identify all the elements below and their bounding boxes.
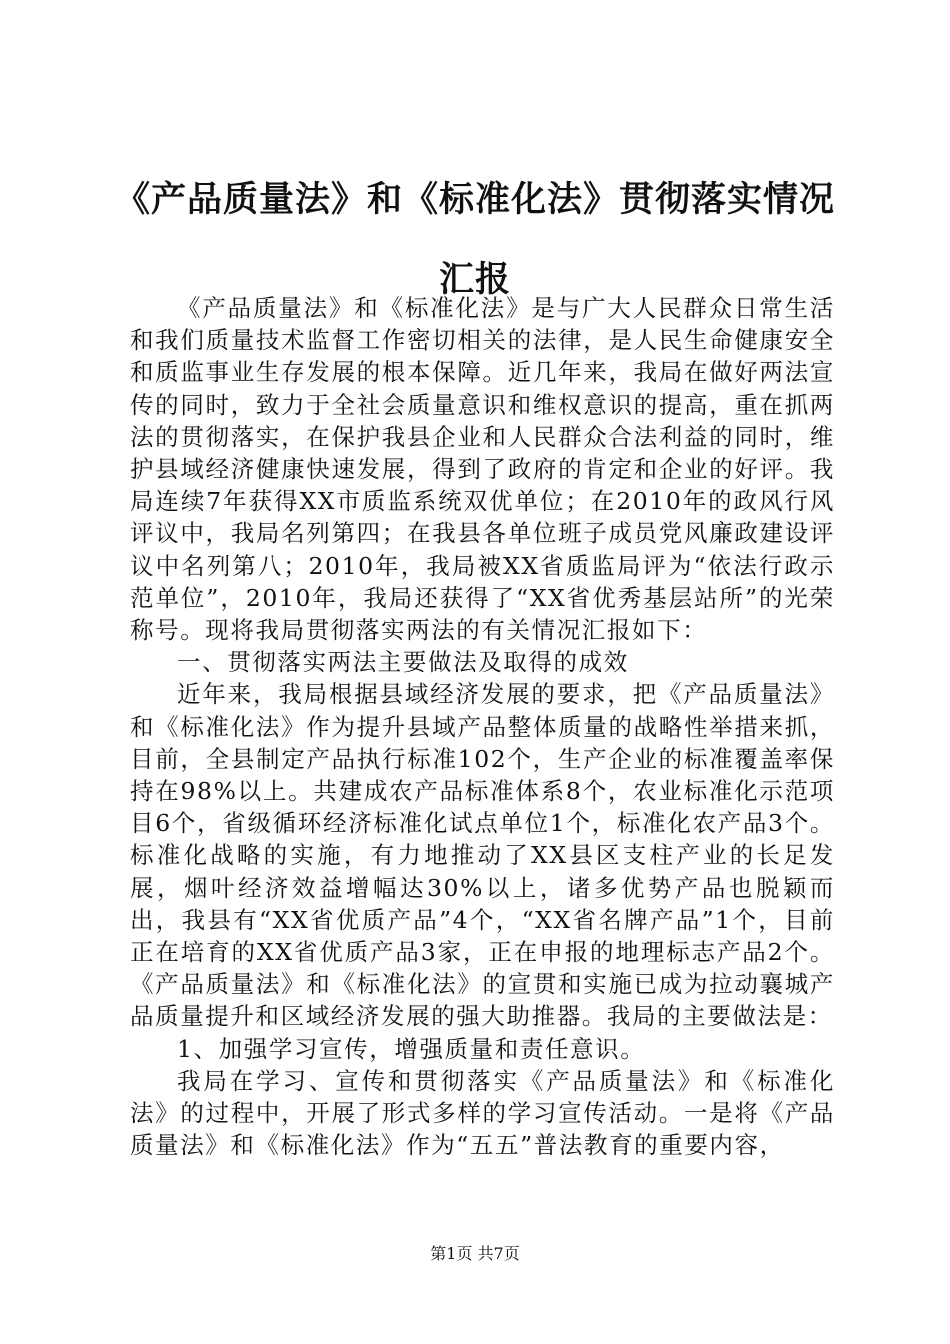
subsection-heading-1: 1、加强学习宣传，增强质量和责任意识。 [177,1034,646,1063]
paragraph-study-promotion: 我局在学习、宣传和贯彻落实《产品质量法》和《标准化法》的过程中，开展了形式多样的学习宣传活动。一是将《产品质量法》和《标准化法》作为“五五”普法教育的重要内容， [130,1066,835,1160]
section-heading-1: 一、贯彻落实两法主要做法及取得的成效 [177,648,629,677]
document-body [130,292,835,1161]
page-footer: 第1页 共7页 [430,1244,520,1263]
document-title: 《产品质量法》和《标准化法》贯彻落实情况汇报 [114,179,835,300]
paragraph-achievements: 近年来，我局根据县域经济发展的要求，把《产品质量法》和《标准化法》作为提升县域产品整体质量的战略性举措来抓，目前，全县制定产品执行标准102个，生产企业的标准覆盖率保持在98%以上。共建成农产品标准体系8个，农业标准化示范项目6个，省级循环经济标准化试点单位1个，标准化农产品3个。标准化战略的实施，有力地推动了XX县区支柱产业的长足发展，烟叶经济效益增幅达30%以上，诸多优势产品也脱颖而出，我县有“XX省优质产品”4个，“XX省名牌产品”1个，目前正在培育的XX省优质产品3家，正在申报的地理标志产品2个。《产品质量法》和《标准化法》的宣贯和实施已成为拉动襄城产品质量提升和区域经济发展的强大助推器。我局的主要做法是： [130,680,835,1031]
paragraph-intro: 《产品质量法》和《标准化法》是与广大人民群众日常生活和我们质量技术监督工作密切相关的法律，是人民生命健康安全和质监事业生存发展的根本保障。近几年来，我局在做好两法宣传的同时，致力于全社会质量意识和维权意识的提高，重在抓两法的贯彻落实，在保护我县企业和人民群众合法利益的同时，维护县域经济健康快速发展，得到了政府的肯定和企业的好评。我局连续7年获得XX市质监系统双优单位；在2010年的政风行风评议中，我局名列第四；在我县各单位班子成员党风廉政建设评议中名列第八；2010年，我局被XX省质监局评为“依法行政示范单位”，2010年，我局还获得了“XX省优秀基层站所”的光荣称号。现将我局贯彻落实两法的有关情况汇报如下： [130,294,835,645]
